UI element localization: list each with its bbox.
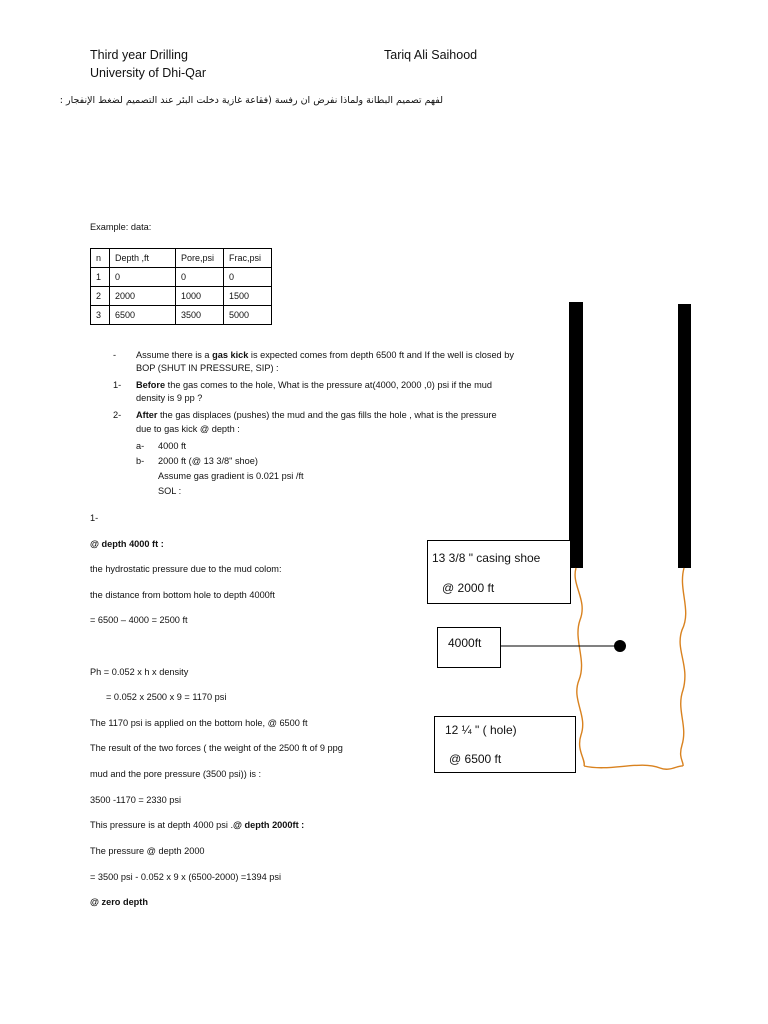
after-term: After bbox=[136, 410, 158, 420]
formula-result: = 0.052 x 2500 x 9 = 1170 psi bbox=[106, 692, 227, 702]
casing-label-line-2: @ 2000 ft bbox=[442, 581, 495, 595]
assume-text-a: Assume there is a bbox=[136, 350, 213, 360]
casing-right-wall bbox=[678, 304, 691, 568]
solution-line: mud and the pore pressure (3500 psi)) is : bbox=[90, 769, 262, 779]
table-header-cell: Frac,psi bbox=[224, 249, 272, 268]
table-cell: 1000 bbox=[176, 287, 224, 306]
open-hole-left-wall bbox=[575, 568, 584, 766]
question-2-text: the gas displaces (pushes) the mud and the gas fills the hole , what is the pressure bbox=[157, 410, 497, 420]
course-title: Third year Drilling bbox=[90, 48, 188, 62]
arabic-intro: لفهم تصميم البطانة ولماذا نفرض ان رفسة (فقاعة غازية دخلت البئر عند التصميم لضغط الإنفجار : bbox=[59, 95, 443, 106]
solution-text: This pressure is at depth 4000 psi . bbox=[90, 820, 233, 830]
hole-bottom bbox=[584, 765, 683, 769]
solution-line: the distance from bottom hole to depth 4000ft bbox=[90, 590, 275, 600]
hole-callout bbox=[434, 716, 576, 773]
table-cell: 0 bbox=[110, 268, 176, 287]
table-cell: 3 bbox=[91, 306, 110, 325]
part-number: 1- bbox=[90, 513, 99, 523]
depth-marker-dot bbox=[614, 640, 626, 652]
casing-left-wall bbox=[569, 302, 583, 568]
assume-marker: - bbox=[113, 350, 117, 360]
author-name: Tariq Ali Saihood bbox=[384, 48, 478, 62]
solution-line: 3500 -1170 = 2330 psi bbox=[90, 795, 182, 805]
hole-label-line-1: 12 ¼ " ( hole) bbox=[445, 723, 517, 737]
table-cell: 0 bbox=[176, 268, 224, 287]
solution-line: The 1170 psi is applied on the bottom hole, @ 6500 ft bbox=[90, 718, 308, 728]
formula-line: Ph = 0.052 x h x density bbox=[90, 667, 189, 677]
solution-line: = 6500 – 4000 = 2500 ft bbox=[90, 615, 188, 625]
question-2-marker: 2- bbox=[113, 410, 122, 420]
solution-label: SOL : bbox=[158, 486, 182, 496]
hole-label-line-2: @ 6500 ft bbox=[449, 752, 502, 766]
sub-a-text: 4000 ft bbox=[158, 441, 187, 451]
question-1-text: the gas comes to the hole, What is the pressure at(4000, 2000 ,0) psi if the mud bbox=[165, 380, 492, 390]
table-cell: 6500 bbox=[110, 306, 176, 325]
solution-line: The result of the two forces ( the weight of the 2500 ft of 9 ppg bbox=[90, 743, 343, 753]
university-name: University of Dhi-Qar bbox=[90, 66, 206, 80]
table-cell: 0 bbox=[224, 268, 272, 287]
open-hole-right-wall bbox=[680, 568, 686, 766]
question-1-marker: 1- bbox=[113, 380, 122, 390]
zero-depth-heading: @ zero depth bbox=[90, 897, 148, 907]
table-cell: 1 bbox=[91, 268, 110, 287]
table-header-cell: n bbox=[91, 249, 110, 268]
casing-label-line-1: 13 3/8 " casing shoe bbox=[432, 551, 541, 565]
question-1-line-2: density is 9 pp ? bbox=[136, 393, 203, 403]
depth-4000-callout bbox=[437, 627, 501, 668]
question-2-line-2: due to gas kick @ depth : bbox=[136, 424, 240, 434]
table-cell: 2 bbox=[91, 287, 110, 306]
casing-shoe-callout bbox=[427, 540, 571, 604]
sub-b-text: 2000 ft (@ 13 3/8" shoe) bbox=[158, 456, 258, 466]
depth-label: 4000ft bbox=[448, 636, 482, 650]
gas-gradient-note: Assume gas gradient is 0.021 psi /ft bbox=[158, 471, 304, 481]
table-cell: 1500 bbox=[224, 287, 272, 306]
solution-line: = 3500 psi - 0.052 x 9 x (6500-2000) =1394 psi bbox=[90, 872, 282, 882]
gas-kick-term: gas kick bbox=[212, 350, 249, 360]
depth-4000-heading: @ depth 4000 ft : bbox=[90, 539, 164, 549]
sub-b-marker: b- bbox=[136, 456, 145, 466]
table-header-cell: Pore,psi bbox=[176, 249, 224, 268]
solution-line: the hydrostatic pressure due to the mud colom: bbox=[90, 564, 282, 574]
assume-text-b: is expected comes from depth 6500 ft and If the well is closed by bbox=[248, 350, 514, 360]
solution-line: The pressure @ depth 2000 bbox=[90, 846, 205, 856]
table-cell: 3500 bbox=[176, 306, 224, 325]
example-label: Example: data: bbox=[90, 222, 152, 232]
table-cell: 2000 bbox=[110, 287, 176, 306]
assume-line-2: BOP (SHUT IN PRESSURE, SIP) : bbox=[136, 363, 279, 373]
table-cell: 5000 bbox=[224, 306, 272, 325]
depth-2000-heading: @ depth 2000ft : bbox=[233, 820, 305, 830]
before-term: Before bbox=[136, 380, 166, 390]
sub-a-marker: a- bbox=[136, 441, 145, 451]
table-header-cell: Depth ,ft bbox=[110, 249, 176, 268]
